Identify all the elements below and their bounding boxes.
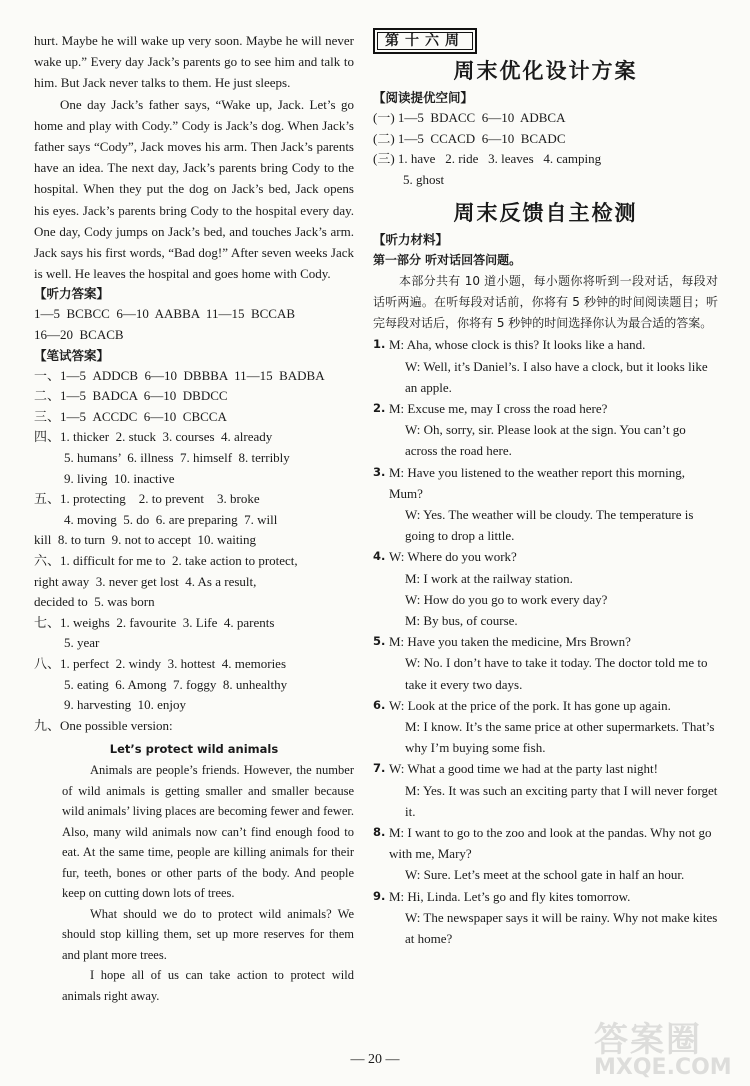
dialogue-text: M: I want to go to the zoo and look at the pandas. Why not go with me, Mary?: [389, 825, 712, 862]
essay-paragraph: Animals are people’s friends. However, the number of wild animals is getting smaller and smaller because wild animals’ living places are becoming fewer and fewer. Also, many wild animals now can’t find enough food to eat. At the same time, people are killing animals for their fur, teeth, bones or other parts of the body. And people keep on cutting down lots of trees.: [62, 763, 354, 901]
dialogue-text: M: Aha, whose clock is this? It looks like a hand.: [389, 337, 646, 353]
dialogue-text: W: The newspaper says it will be rainy. Why not make kites at home?: [405, 909, 718, 947]
dialogue-text: M: I know. It’s the same price at other supermarkets. That’s why I’m buying some fish.: [405, 719, 715, 756]
answer-line: (三) 1. have 2. ride 3. leaves 4. camping: [373, 151, 602, 167]
dialogue-text: W: Well, it’s Daniel’s. I also have a clock, but it looks like an apple.: [405, 358, 708, 395]
story-continuation: [34, 30, 354, 94]
dialogue-text: M: Excuse me, may I cross the road here?: [389, 400, 608, 416]
answer-line: (二) 1—5 CCACD 6—10 BCADC: [373, 130, 566, 146]
dialogue-line: [373, 419, 718, 461]
dialogue-line: [373, 356, 718, 398]
dialogue-text: W: Look at the price of the pork. It has gone up again.: [389, 697, 671, 713]
answer-line: 四、1. thicker 2. stuck 3. courses 4. already: [34, 429, 273, 445]
story-paragraph: hurt. Maybe he will wake up very soon. Maybe he will never wake up.” Every day Jack’s parents go to see him and talk to him. But Jack never talks to them. He just sleeps.: [34, 33, 354, 91]
answer-line: 5. ghost: [403, 171, 445, 187]
watermark-logo: 答案圈 MXQE.COM: [594, 1020, 732, 1080]
essay-title: Let’s protect wild animals: [109, 742, 279, 757]
dialogue-line: [373, 907, 718, 949]
section-title-optimization: 周末优化设计方案: [453, 59, 638, 83]
dialogue-line: [373, 695, 718, 716]
dialogue-text: M: Yes. It was such an exciting party that I will never forget it.: [405, 782, 718, 819]
dialogue-item: [373, 886, 718, 950]
answer-line: 9. living 10. inactive: [64, 470, 175, 486]
week-label: 第十六周: [373, 28, 477, 54]
listening-answers-header: 【听力答案】: [34, 286, 110, 302]
written-answers-header: 【笔试答案】: [34, 347, 110, 363]
dialogue-item: [373, 462, 718, 547]
dialogue-text: W: What a good time we had at the party last night!: [389, 761, 658, 777]
dialogue-number: 7.: [373, 761, 386, 776]
dialogue-line: [373, 631, 718, 652]
dialogue-line: [373, 864, 718, 885]
answer-line: 七、1. weighs 2. favourite 3. Life 4. parents: [34, 614, 275, 630]
answer-line: kill 8. to turn 9. not to accept 10. waiting: [34, 532, 257, 548]
dialogue-text: M: By bus, of course.: [405, 613, 518, 629]
answer-line: 5. humans’ 6. illness 7. himself 8. terribly: [64, 450, 290, 465]
dialogue-text: M: Hi, Linda. Let’s go and fly kites tomorrow.: [389, 888, 631, 904]
dialogue-line: [373, 886, 718, 907]
dialogue-line: [373, 652, 718, 694]
dialogue-text: M: I work at the railway station.: [405, 570, 573, 586]
dialogue-item: [373, 822, 718, 886]
dialogue-line: [373, 822, 718, 864]
answer-line: 9. harvesting 10. enjoy: [64, 697, 187, 713]
dialogue-item: [373, 695, 718, 759]
answer-line: 三、1—5 ACCDC 6—10 CBCCA: [34, 408, 227, 424]
dialogue-item: [373, 631, 718, 695]
answer-line: 九、One possible version:: [34, 717, 173, 733]
dialogue-item: [373, 546, 718, 631]
dialogue-number: 5.: [373, 634, 386, 649]
answer-line: 一、1—5 ADDCB 6—10 DBBBA 11—15 BADBA: [34, 367, 325, 383]
dialogue-item: [373, 758, 718, 822]
essay-paragraph: What should we do to protect wild animals? We should stop killing them, set up more reserves for them and plant more trees.: [62, 906, 354, 962]
listening-answers: [34, 304, 354, 345]
essay-paragraph: I hope all of us can take action to protect wild animals right away.: [62, 968, 354, 1003]
answer-line: 16—20 BCACB: [34, 327, 124, 343]
dialogue-number: 1.: [373, 337, 386, 352]
part1-intro: 本部分共有 10 道小题，每小题你将听到一段对话，每段对话听两遍。在听每段对话前，你将有 5 秒钟的时间阅读题目；听完每段对话后，你将有 5 秒钟的时间选择你认为最合适的答案。: [373, 274, 718, 331]
essay-body: [34, 760, 354, 1006]
answer-line: 八、1. perfect 2. windy 3. hottest 4. memories: [34, 655, 287, 671]
dialogue-text: M: Have you listened to the weather report this morning, Mum?: [389, 464, 686, 501]
right-column: [373, 30, 718, 949]
dialogue-number: 9.: [373, 888, 386, 903]
dialogue-line: [373, 610, 718, 631]
dialogue-text: W: Oh, sorry, sir. Please look at the sign. You can’t go across the road here.: [405, 422, 686, 459]
dialogue-item: [373, 398, 718, 462]
dialogue-text: W: Sure. Let’s meet at the school gate in half an hour.: [405, 867, 685, 883]
part1-header: 第一部分 听对话回答问题。: [373, 253, 522, 268]
dialogue-line: [373, 398, 718, 419]
answer-line: 二、1—5 BADCA 6—10 DBDCC: [34, 388, 228, 404]
left-column: [34, 30, 354, 1006]
dialogue-text: W: Where do you work?: [389, 549, 517, 565]
dialogue-line: [373, 758, 718, 779]
dialogue-line: [373, 568, 718, 589]
dialogue-line: [373, 334, 718, 355]
dialogue-line: [373, 780, 718, 822]
dialogue-number: 2.: [373, 400, 386, 415]
dialogue-number: 8.: [373, 825, 386, 840]
answer-line: 六、1. difficult for me to 2. take action to protect,: [34, 552, 298, 568]
reading-answers: [373, 108, 718, 190]
written-answers: [34, 366, 354, 737]
reading-header: 【阅读提优空间】: [373, 90, 474, 105]
dialogue-text: W: No. I don’t have to take it today. The doctor told me to take it every two days.: [405, 655, 708, 692]
dialogue-number: 4.: [373, 549, 386, 564]
story-paragraph: One day Jack’s father says, “Wake up, Jack. Let’s go home and play with Cody.” Cody is Jack’s dog. When Jack’s father says “Cody”, Jack moves his arm. Then Jack’s parents have an idea. The next day, Jack’s parents bring Cody to the hospital. When they put the dog on Jack’s bed, Jack opens his eyes. Jack’s parents bring Cody to the hospital every day. One day, Cody jumps on Jack’s bed, and touches Jack’s arm. Jack says his first words, “Bad dog!” After seven weeks Jack is well. He leaves the hospital and goes home with Cody.: [34, 96, 354, 282]
answer-line: 五、1. protecting 2. to prevent 3. broke: [34, 491, 260, 507]
listening-material-header: 【听力材料】: [373, 232, 449, 248]
dialogue-number: 3.: [373, 464, 386, 479]
dialogue-line: [373, 589, 718, 610]
dialogue-number: 6.: [373, 697, 386, 712]
dialogue-line: [373, 504, 718, 546]
answer-line: decided to 5. was born: [34, 594, 155, 610]
dialogue-line: [373, 546, 718, 567]
dialogue-text: W: Yes. The weather will be cloudy. The temperature is going to drop a little.: [405, 507, 694, 544]
answer-line: 4. moving 5. do 6. are preparing 7. will: [64, 511, 278, 527]
dialogue-line: [373, 462, 718, 504]
answer-line: (一) 1—5 BDACC 6—10 ADBCA: [373, 110, 566, 125]
dialogues: [373, 334, 718, 949]
answer-line: right away 3. never get lost 4. As a result,: [34, 573, 257, 589]
dialogue-line: [373, 716, 718, 758]
answer-line: 5. eating 6. Among 7. foggy 8. unhealthy: [64, 676, 288, 692]
dialogue-text: M: Have you taken the medicine, Mrs Brown?: [389, 634, 631, 650]
page-number: — 20 —: [350, 1052, 400, 1067]
answer-line: 1—5 BCBCC 6—10 AABBA 11—15 BCCAB: [34, 306, 296, 322]
dialogue-text: W: How do you go to work every day?: [405, 591, 608, 607]
section-title-feedback: 周末反馈自主检测: [453, 201, 638, 226]
dialogue-item: [373, 334, 718, 398]
answer-line: 5. year: [64, 635, 100, 651]
